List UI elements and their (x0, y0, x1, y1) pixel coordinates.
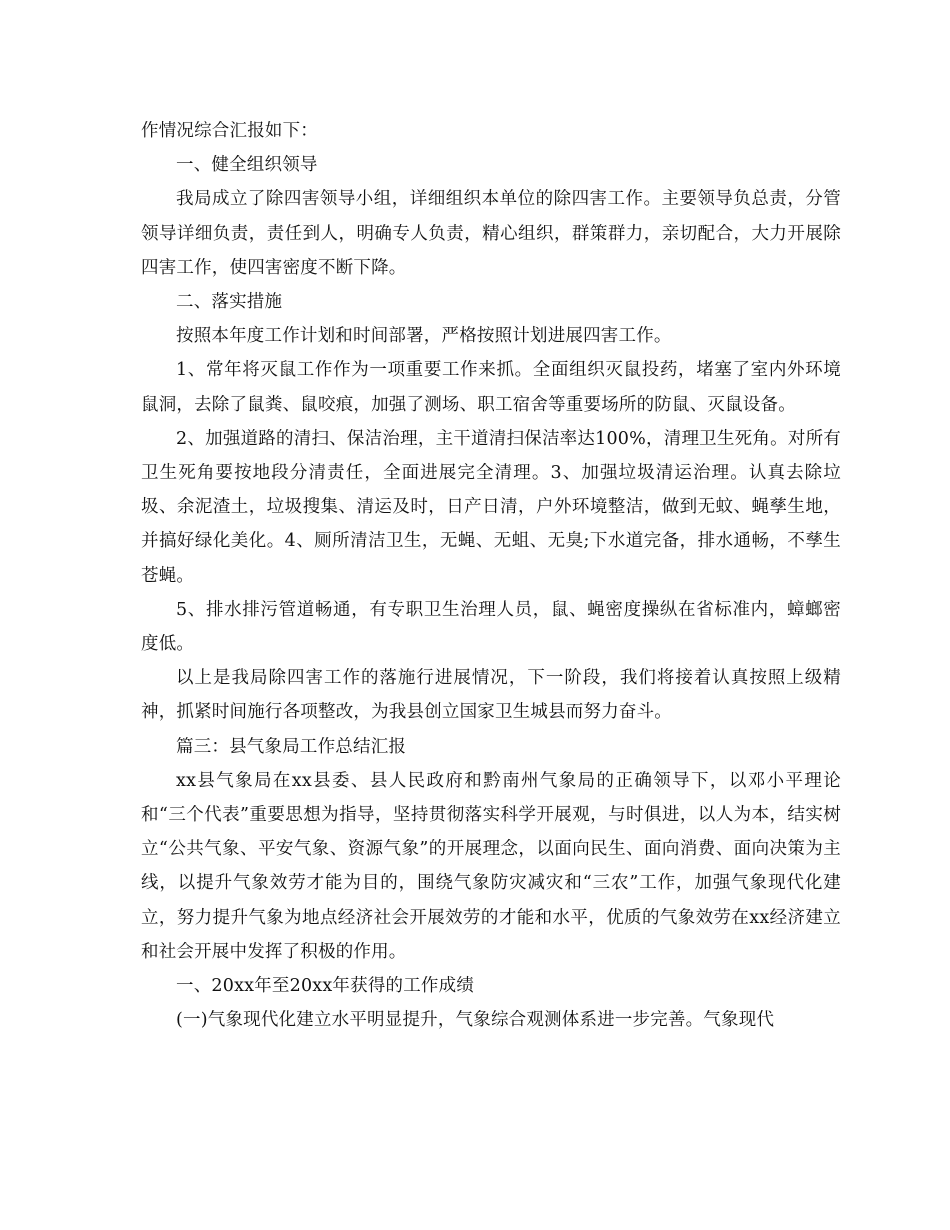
paragraph: 5、排水排污管道畅通，有专职卫生治理人员，鼠、蝇密度操纵在省标准内，蟑螂密度低。 (141, 599, 841, 655)
document-body (141, 114, 841, 1037)
paragraph: 作情况综合汇报如下： (141, 121, 318, 141)
paragraph: 以上是我局除四害工作的落施行进展情况，下一阶段，我们将接着认真按照上级精神，抓紧时间施行各项整改，为我县创立国家卫生城县而努力奋斗。 (141, 668, 841, 723)
section-heading: 一、20xx年至20xx年获得的工作成绩 (176, 976, 475, 997)
section-heading: 一、健全组织领导 (176, 155, 318, 176)
paragraph: 我局成立了除四害领导小组，详细组织本单位的除四害工作。主要领导负总责，分管领导详细负责，责任到人，明确专人负责，精心组织，群策群力，亲切配合，大力开展除四害工作，使四害密度不断下降。 (141, 189, 841, 278)
paragraph: (一)气象现代化建立水平明显提升，气象综合观测体系进一步完善。气象现代 (176, 1010, 775, 1031)
paragraph: 2、加强道路的清扫、保洁治理，主干道清扫保洁率达100%，清理卫生死角。对所有卫生死角要按地段分清责任，全面进展完全清理。3、加强垃圾清运治理。认真去除垃圾、余泥渣土，垃圾搜集、清运及时，日产日清，户外环境整洁，做到无蚊、蝇孳生地，并搞好绿化美化。4、厕所清洁卫生，无蝇、无蛆、无臭;下水道完备，排水通畅，不孳生苍蝇。 (141, 428, 841, 586)
section-heading: 二、落实措施 (176, 292, 283, 313)
paragraph: 1、常年将灭鼠工作作为一项重要工作来抓。全面组织灭鼠投药，堵塞了室内外环境鼠洞，去除了鼠粪、鼠咬痕，加强了测场、职工宿舍等重要场所的防鼠、灭鼠设备。 (141, 360, 841, 415)
paragraph: 按照本年度工作计划和时间部署，严格按照计划进展四害工作。 (176, 326, 672, 347)
paragraph: xx县气象局在xx县委、县人民政府和黔南州气象局的正确领导下，以邓小平理论和“三个代表”重要思想为指导，坚持贯彻落实科学开展观，与时俱进，以人为本，结实树立“公共气象、平安气象、资源气象”的开展理念，以面向民生、面向消费、面向决策为主线，以提升气象效劳才能为目的，围绕气象防灾减灾和“三农”工作，加强气象现代化建立，努力提升气象为地点经济社会开展效劳的才能和水平，优质的气象效劳在xx经济建立和社会开展中发挥了积极的作用。 (141, 770, 841, 962)
chapter-heading: 篇三：县气象局工作总结汇报 (176, 736, 407, 757)
